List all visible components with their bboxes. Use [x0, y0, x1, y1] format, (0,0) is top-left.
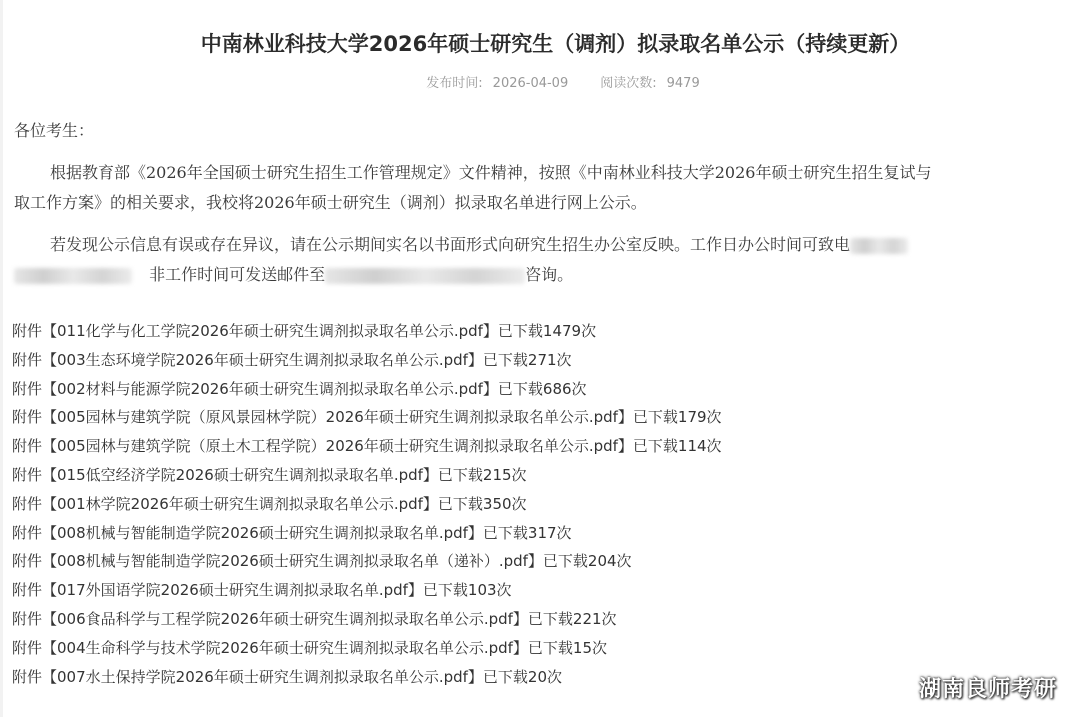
- attachment-item: [12, 579, 722, 608]
- attachment-list: [12, 320, 722, 694]
- attachment-item: [12, 550, 722, 579]
- attachment-link[interactable]: 【008机械与智能制造学院2026硕士研究生调剂拟录取名单.pdf】: [42, 523, 483, 542]
- attachment-prefix: 附件: [12, 552, 43, 571]
- attachment-item: [12, 464, 722, 493]
- attachment-prefix: 附件: [12, 465, 43, 484]
- attachment-link[interactable]: 【002材料与能源学院2026年硕士研究生调剂拟录取名单公示.pdf】: [42, 379, 498, 398]
- redacted-email: [325, 268, 525, 284]
- attachment-item: [12, 637, 722, 666]
- attachment-link[interactable]: 【011化学与化工学院2026年硕士研究生调剂拟录取名单公示.pdf】: [42, 322, 498, 340]
- download-count: 已下载221次: [527, 609, 617, 628]
- redacted-phone-end: [14, 268, 132, 284]
- attachment-link[interactable]: 【008机械与智能制造学院2026硕士研究生调剂拟录取名单（递补）.pdf】: [42, 552, 543, 571]
- paragraph-2-line-1: [50, 232, 908, 255]
- download-count: 已下载103次: [422, 581, 512, 600]
- watermark-text: 湖南良师考研: [918, 677, 1057, 702]
- article-title: 中南林业科技大学2026年硕士研究生（调剂）拟录取名单公示（持续更新）: [200, 32, 911, 56]
- download-count: 已下载215次: [437, 465, 527, 484]
- attachment-item: [12, 378, 722, 407]
- download-count: 已下载1479次: [497, 322, 597, 340]
- attachment-item: [12, 406, 722, 435]
- views-label: 阅读次数:: [600, 76, 657, 91]
- paragraph-2-text-end: 咨询。: [525, 265, 574, 284]
- attachment-prefix: 附件: [12, 581, 43, 600]
- publish-date: 2026-04-09: [492, 76, 569, 91]
- attachment-prefix: 附件: [12, 638, 43, 657]
- attachment-link[interactable]: 【007水土保持学院2026年硕士研究生调剂拟录取名单公示.pdf】: [42, 667, 483, 686]
- publish-label: 发布时间:: [426, 76, 483, 91]
- attachment-item: [12, 522, 722, 551]
- download-count: 已下载686次: [497, 379, 587, 398]
- attachment-prefix: 附件: [12, 408, 43, 427]
- attachment-link[interactable]: 【005园林与建筑学院（原风景园林学院）2026年硕士研究生调剂拟录取名单公示.pdf】: [42, 408, 633, 427]
- attachment-prefix: 附件: [12, 379, 43, 398]
- download-count: 已下载317次: [482, 523, 572, 542]
- paragraph-2-line-2: [14, 262, 573, 285]
- attachment-link[interactable]: 【003生态环境学院2026年硕士研究生调剂拟录取名单公示.pdf】: [42, 350, 483, 369]
- attachment-link[interactable]: 【004生命科学与技术学院2026年硕士研究生调剂拟录取名单公示.pdf】: [42, 638, 528, 657]
- attachment-link[interactable]: 【005园林与建筑学院（原土木工程学院）2026年硕士研究生调剂拟录取名单公示.pdf】: [42, 437, 633, 456]
- attachment-item: [12, 435, 722, 464]
- attachment-prefix: 附件: [12, 322, 43, 340]
- attachment-item: [12, 320, 722, 349]
- paragraph-1-line-1: 根据教育部《2026年全国硕士研究生招生工作管理规定》文件精神，按照《中南林业科技大学2026年硕士研究生招生复试与: [50, 163, 932, 182]
- attachment-prefix: 附件: [12, 609, 43, 628]
- download-count: 已下载350次: [437, 494, 527, 513]
- download-count: 已下载271次: [482, 350, 572, 369]
- attachment-prefix: 附件: [12, 350, 43, 369]
- paragraph-2-text-mid: 非工作时间可发送邮件至: [149, 265, 326, 284]
- attachment-prefix: 附件: [12, 667, 43, 686]
- download-count: 已下载15次: [527, 638, 608, 657]
- attachment-item: [12, 349, 722, 378]
- attachment-prefix: 附件: [12, 494, 43, 513]
- attachment-link[interactable]: 【006食品科学与工程学院2026年硕士研究生调剂拟录取名单公示.pdf】: [42, 609, 528, 628]
- paragraph-2-text-start: 若发现公示信息有误或存在异议，请在公示期间实名以书面形式向研究生招生办公室反映。工作日办公时间可致电: [50, 235, 851, 254]
- page-left-border: [0, 0, 3, 717]
- redacted-phone-start: [850, 238, 908, 254]
- attachment-item: [12, 493, 722, 522]
- attachment-link[interactable]: 【017外国语学院2026硕士研究生调剂拟录取名单.pdf】: [42, 581, 423, 600]
- attachment-item: [12, 666, 722, 695]
- attachment-prefix: 附件: [12, 523, 43, 542]
- download-count: 已下载204次: [542, 552, 632, 571]
- attachment-link[interactable]: 【001林学院2026年硕士研究生调剂拟录取名单公示.pdf】: [42, 494, 438, 513]
- article-meta: [0, 72, 1071, 91]
- greeting-text: 各位考生：: [14, 121, 95, 140]
- attachment-link[interactable]: 【015低空经济学院2026硕士研究生调剂拟录取名单.pdf】: [42, 465, 438, 484]
- paragraph-1-line-2: 取工作方案》的相关要求，我校将2026年硕士研究生（调剂）拟录取名单进行网上公示。: [14, 193, 647, 212]
- download-count: 已下载114次: [632, 437, 722, 456]
- attachment-prefix: 附件: [12, 437, 43, 456]
- download-count: 已下载179次: [632, 408, 722, 427]
- views-count: 9479: [666, 76, 700, 91]
- attachment-item: [12, 608, 722, 637]
- download-count: 已下载20次: [482, 667, 563, 686]
